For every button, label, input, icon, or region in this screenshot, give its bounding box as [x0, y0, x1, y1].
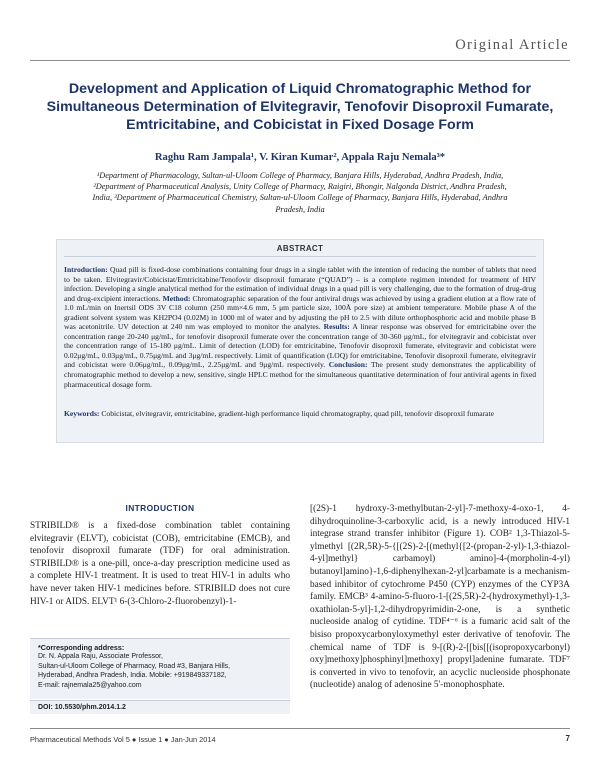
journal-footer: Pharmaceutical Methods Vol 5 ● Issue 1 ● Jan-Jun 2014 [30, 735, 216, 744]
author-list: Raghu Ram Jampala¹, V. Kiran Kumar², Appala Raju Nemala³* [154, 152, 446, 163]
article-type-label: Original Article [455, 37, 569, 53]
doi-text[interactable]: DOI: 10.5530/phm.2014.1.2 [38, 704, 126, 711]
abstract-divider [64, 256, 536, 257]
abstract-heading: ABSTRACT [276, 244, 324, 253]
correspondence-line: Sultan-ul-Uloom College of Pharmacy, Road #3, Banjara Hills, [38, 662, 231, 670]
correspondence-line: Dr. N. Appala Raju, Associate Professor, [38, 653, 163, 660]
intro-text: Quad pill is fixed-dose combinations containing four drugs in a single tablet with the intention of reducing the number of tablets that need to be taken. Elvitegravir/Cobicistat/Emtricitabine/Tenofovir disoproxil fumarate (“QUAD”) – is a complete regimen intended for treatment of HIV infection. Developing a single analytical method for the estimation of individual drugs in a quad pill is very challenging, due to the formation of drug-drug and drug-excipient interactions. [64, 265, 536, 303]
doi-box [30, 700, 290, 714]
conclusion-label: Conclusion: [328, 360, 368, 370]
page-number: 7 [565, 734, 570, 743]
correspondence-box [30, 638, 290, 699]
header-divider [30, 60, 570, 61]
abstract-body [64, 265, 536, 389]
method-text: Chromatographic separation of the four antiviral drugs was achieved by using a gradient elution at a flow rate of 1.0 mL/min on Inertsil ODS 3V C18 column (250 mm×4.6 mm, 5 μm particle size, 100Å pore size) at ambient temperature. Mobile phase A of the gradient solvent system was KH2PO4 (0.02M) in 1000 ml of water and by adjusting the pH to 2.5 with dilute orthophosphoric acid and mobile phase B was acetonitrile. UV detection at 240 nm was employed to monitor the analytes. [64, 293, 536, 332]
conclusion-text: The present study demonstrates the applicability of chromatographic method to develop a new, sensitive, single HPLC method for the simultaneous quantitative determination of four antiviral agents in fixed pharmaceutical dosage form. [64, 360, 536, 389]
keywords-label: Keywords: [64, 409, 100, 418]
correspondence-heading: *Corresponding address: [38, 643, 125, 652]
introduction-heading: INTRODUCTION [125, 503, 195, 513]
keywords [64, 409, 536, 419]
correspondence-email[interactable]: E-mail: rajnemala25@yahoo.com [38, 681, 142, 689]
introduction-left-column: STRIBILD® is a fixed-dose combination tablet containing elvitegravir (ELVT), cobicistat (COB), emtricitabine (EMCB), and tenofovir disoproxil fumarate (TDF) for oral administration. STRIBILD® is a one-pill, once-a-day prescription medicine used as a complete HIV-1 treatment. It is used to treat HIV-1 in adults who have never taken HIV-1 medicines before. STRIBILD does not cure HIV-1 or AIDS. ELVT¹ 6-(3-Chloro-2-fluorobenzyl)-1- [30, 521, 290, 607]
method-label: Method: [162, 293, 191, 303]
footer-divider [30, 728, 570, 729]
results-label: Results: [323, 322, 350, 332]
affiliations: ¹Department of Pharmacology, Sultan-ul-Uloom College of Pharmacy, Banjara Hills, Hyderabad, Andhra Pradesh, India, ²Department of Pharmaceutical Analysis, Unity College of Pharmacy, Raigiri, Bhongir, Nalgonda District, Andhra Pradesh, India, ³Department of Pharmaceutical Chemistry, Sultan-ul-Uloom College of Pharmacy, Banjara Hills, Hyderabad, Andhra Pradesh, India [92, 171, 508, 214]
paper-title: Development and Application of Liquid Chromatographic Method for Simultaneous Determination of Elvitegravir, Tenofovir Disoproxil Fumarate, Emtricitabine, and Cobicistat in Fixed Dosage Form [46, 81, 554, 133]
introduction-right-column: [(2S)-1 hydroxy-3-methylbutan-2-yl]-7-methoxy-4-oxo-1, 4-dihydroquinoline-3-carboxylic acid, is a newly introduced HIV-1 integrase strand transfer inhibitor (Figure 1). COB² 1,3-Thiazol-5-ylmethyl [(2R,5R)-5-{[(2S)-2-[(methyl{[2-(propan-2-yl)-1,3-thiazol-4-yl]methyl} carbamoyl) amino]-4-(morpholin-4-yl) butanoyl]amino}-1,6-diphenylhexan-2-yl]carbamate is a mechanism-based inhibitor of cytochrome P450 (CYP) enzymes of the CYP3A family. EMCB³ 4-amino-5-fluoro-1-[(2S,5R)-2-(hydroxymethyl)-1,3-oxathiolan-5-yl]-1,2-dihydropyrimidin-2-one, is a synthetic nucleoside analog of cytidine. TDF⁴⁻⁶ is a fumaric acid salt of the bisiso propoxycarbonyloxymethyl ester derivative of tenofovir. The chemical name of TDF is 9-[(R)-2-[[bis[[(isopropoxycarbonyl) oxy]methoxy]phosphinyl]methoxy] propyl]adenine fumarate. TDF⁷ is converted in vivo to tenofovir, an acyclic nucleoside phosphonate (nucleotide) analog of adenosine 5'-monophosphate. [310, 504, 570, 691]
intro-label: Introduction: [64, 265, 108, 274]
results-text: A linear response was observed for emtricitabine over the concentration range 20-240 μg/mL, for tenofovir disoproxil fumerate over the concentration range of 30-360 μg/mL, for elvitegravir and cobicistat over the concentration range of 15-180 μg/mL. Limit of detection (LOD) for emtricitabine, Tenofovir disoproxil fumerate, elvitegravir and cobicistat were 0.02μg/mL, 0.03μg/mL, 0.75μg/mL and 3μg/mL respectively. Limit of quantification (LOQ) for emtricitabine, Tenofovir disoproxil fumerate, elvitegravir and cobicistat were 0.06μg/mL, 0.09μg/mL, 2.25μg/mL and 9μg/mL respectively. [64, 322, 536, 370]
keywords-text: Cobicistat, elvitegravir, emtricitabine, gradient-high performance liquid chromatography, quad pill, tenofovir disoproxil fumarate [99, 409, 495, 418]
correspondence-line: Hyderabad, Andhra Pradesh, India. Mobile: +919849337182, [38, 672, 227, 680]
